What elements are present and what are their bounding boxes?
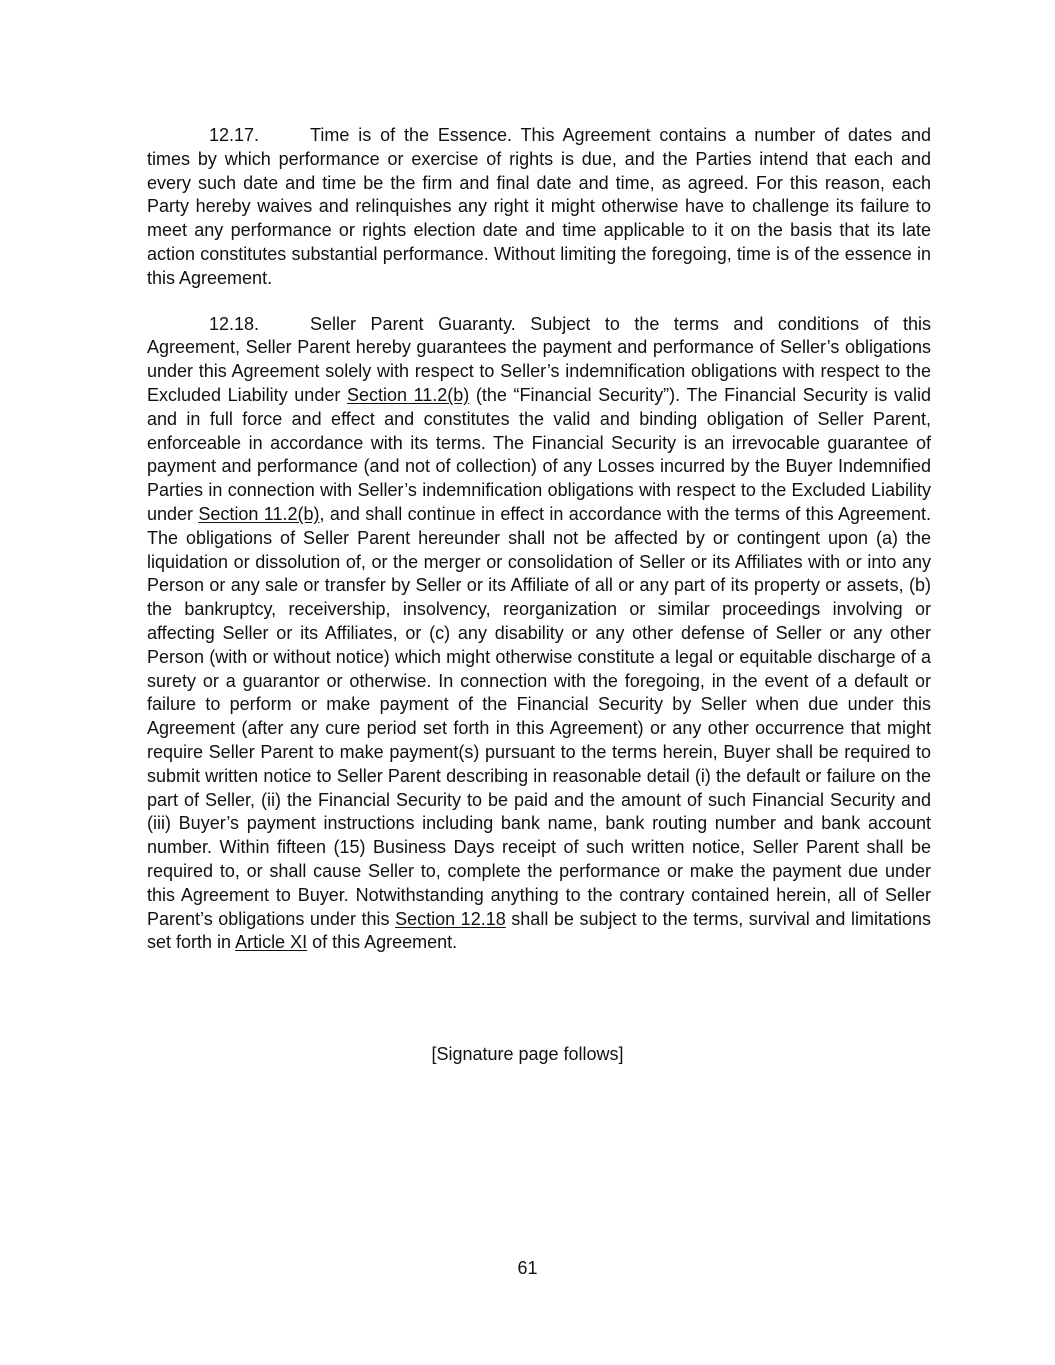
section-12-18-text-part: of this Agreement.: [307, 932, 458, 953]
section-12-18-text-part: Seller Parent Guaranty. Subject to the terms and conditions of this Agreement, Seller Parent hereby guarantees the payment and performance of Seller’s obligations under this Agreement solely with respect to Seller’s indemnification obligations with respect to the Excluded Liability under: [147, 313, 931, 405]
section-reference: Section 11.2(b): [198, 503, 320, 524]
section-12-17-text: Time is of the Essence. This Agreement contains a number of dates and times by which performance or exercise of rights is due, and the Parties intend that each and every such date and time be the firm and final date and time, as agreed. For this reason, each Party hereby waives and relinquishes any right it might otherwise have to challenge its failure to meet any performance or rights election date and time applicable to it on the basis that its late action constitutes substantial performance. Without limiting the foregoing, time is of the essence in this Agreement.: [147, 125, 931, 288]
section-12-18-text-part: shall be subject to the terms, survival and limitations set forth in: [147, 908, 931, 953]
section-12-17-paragraph: [147, 124, 931, 291]
section-number: 12.17.: [209, 125, 260, 145]
article-reference: Article XI: [235, 932, 308, 953]
section-number: 12.18.: [209, 313, 260, 334]
signature-page-note: [Signature page follows]: [431, 1044, 624, 1064]
section-12-18-text-part: , and shall continue in effect in accordance with the terms of this Agreement. The obligations of Seller Parent hereunder shall not be affected by or contingent upon (a) the liquidation or dissolution of, or the merger or consolidation of Seller or its Affiliates with or into any Person or any sale or transfer by Seller or its Affiliate of all or any part of its property or assets, (b) the bankruptcy, receivership, insolvency, reorganization or similar proceedings involving or affecting Seller or its Affiliates, or (c) any disability or any other defense of Seller or any other Person (with or without notice) which might otherwise constitute a legal or equitable discharge of a surety or a guarantor or otherwise. In connection with the foregoing, in the event of a default or failure to perform or make payment of the Financial Security by Seller when due under this Agreement (after any cure period set forth in this Agreement) or any other occurrence that might require Seller Parent to make payment(s) pursuant to the terms herein, Buyer shall be required to submit written notice to Seller Parent describing in reasonable detail (i) the default or failure on the part of Seller, (ii) the Financial Security to be paid and the amount of such Financial Security and (iii) Buyer’s payment instructions including bank name, bank routing number and bank account number. Within fifteen (15) Business Days receipt of such written notice, Seller Parent shall be required to, or shall cause Seller to, complete the performance or make the payment due under this Agreement to Buyer. Notwithstanding anything to the contrary contained herein, all of Seller Parent’s obligations under this: [147, 503, 931, 929]
section-reference: Section 12.18: [395, 908, 506, 929]
section-12-18-paragraph: [147, 313, 931, 956]
page-number: 61: [517, 1258, 538, 1278]
section-12-18-text-part: (the “Financial Security”). The Financial Security is valid and in full force and effect and constitutes the valid and binding obligation of Seller Parent, enforceable in accordance with its terms. The Financial Security is an irrevocable guarantee of payment and performance (and not of collection) of any Losses incurred by the Buyer Indemnified Parties in connection with Seller’s indemnification obligations with respect to the Excluded Liability under: [147, 384, 931, 524]
document-body: [147, 124, 931, 955]
section-reference: Section 11.2(b): [346, 384, 470, 405]
